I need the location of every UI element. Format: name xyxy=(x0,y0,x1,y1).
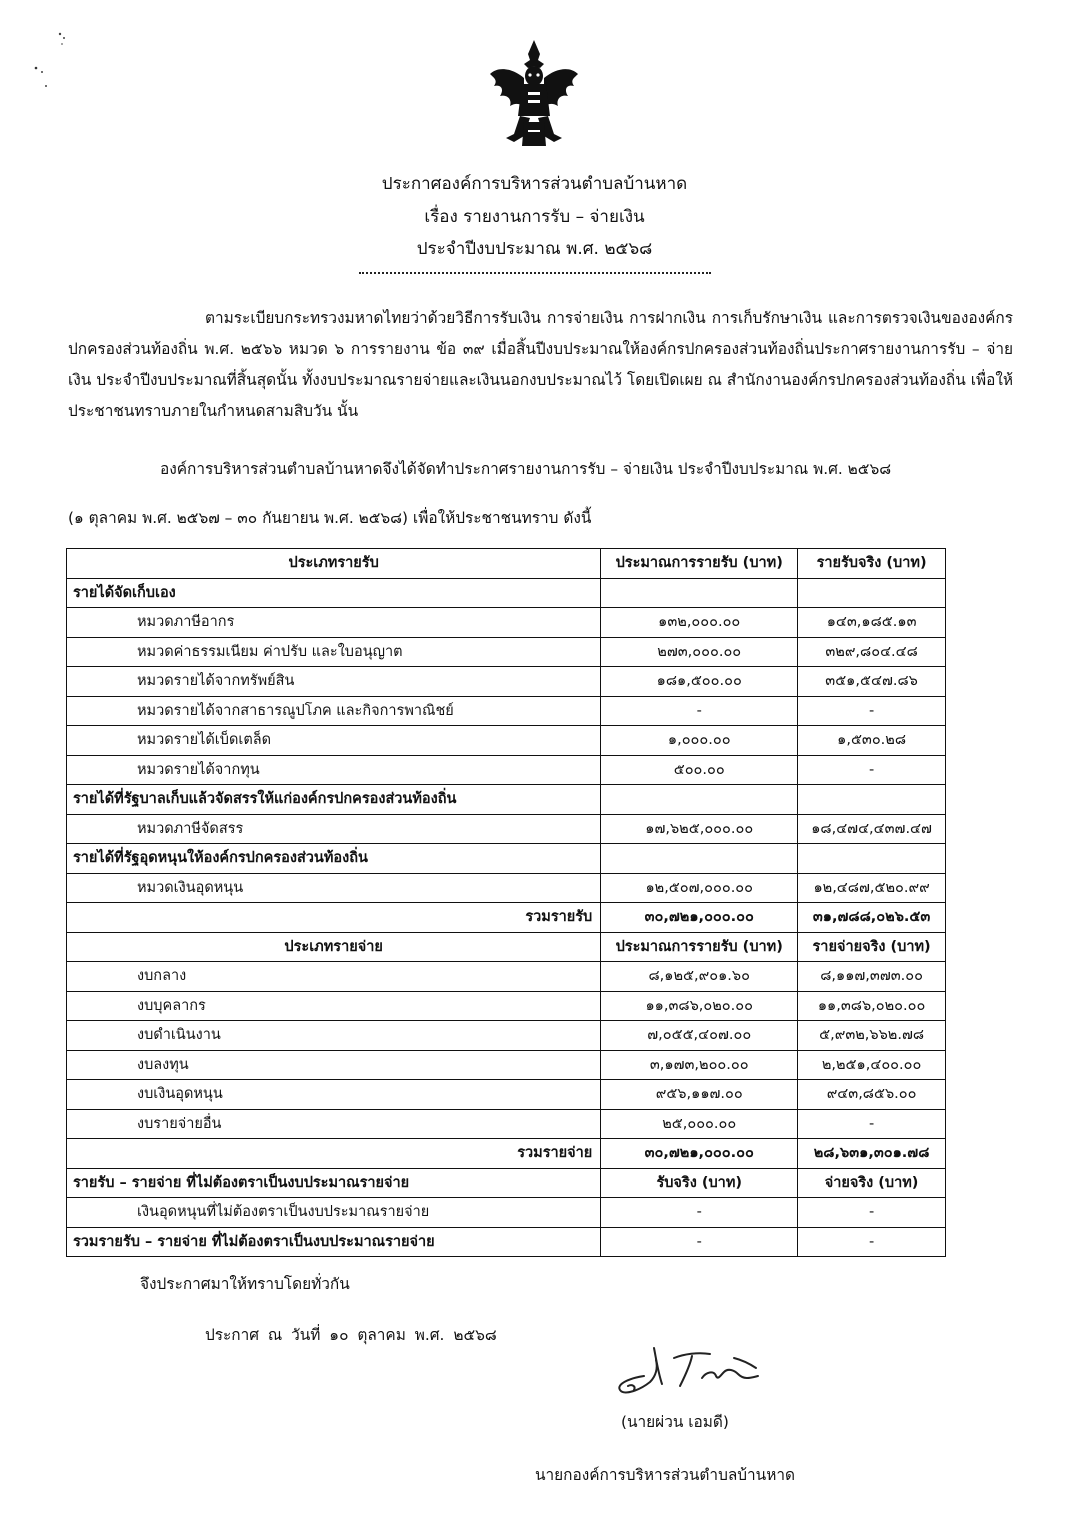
announcement-title: ประกาศองค์การบริหารส่วนตำบลบ้านหาด xyxy=(381,174,688,194)
expense-row xyxy=(67,962,946,992)
estimate-cell: ๑,๐๐๐.๐๐ xyxy=(601,726,798,756)
label-cell: งบดำเนินงาน xyxy=(67,1021,601,1051)
estimate-cell xyxy=(601,785,798,815)
scan-specks xyxy=(28,30,68,90)
expense-row xyxy=(67,991,946,1021)
label-cell: รายรับ – รายจ่าย ที่ไม่ต้องตราเป็นงบประมาณรายจ่าย xyxy=(67,1168,601,1198)
actual-cell: จ่ายจริง (บาท) xyxy=(798,1168,946,1198)
income-row xyxy=(67,873,946,903)
income-total-row xyxy=(67,903,946,933)
label-cell: งบลงทุน xyxy=(67,1050,601,1080)
label-cell: งบรายจ่ายอื่น xyxy=(67,1109,601,1139)
off-budget-row xyxy=(67,1198,946,1228)
label-cell: งบกลาง xyxy=(67,962,601,992)
actual-cell: ๕,๙๓๒,๖๖๒.๗๘ xyxy=(798,1021,946,1051)
fiscal-year: ประจำปีงบประมาณ พ.ศ. ๒๕๖๘ xyxy=(416,239,653,259)
budget-table xyxy=(66,548,946,1257)
label-cell: รวมรายจ่าย xyxy=(67,1139,601,1169)
estimate-cell: รับจริง (บาท) xyxy=(601,1168,798,1198)
closing-statement: จึงประกาศมาให้ทราบโดยทั่วกัน xyxy=(140,1275,350,1293)
expense-row xyxy=(67,1021,946,1051)
actual-cell: ๓๕๑,๕๔๗.๘๖ xyxy=(798,667,946,697)
estimate-cell: - xyxy=(601,696,798,726)
signer-position: นายกองค์การบริหารส่วนตำบลบ้านหาด xyxy=(535,1466,795,1484)
actual-cell: ๙๔๓,๘๕๖.๐๐ xyxy=(798,1080,946,1110)
signer-name: (นายผ่วน เอมดี) xyxy=(621,1413,729,1431)
estimate-cell: ๙๕๖,๑๑๗.๐๐ xyxy=(601,1080,798,1110)
regulation-paragraph: ตามระเบียบกระทรวงมหาดไทยว่าด้วยวิธีการรับเงิน การจ่ายเงิน การฝากเงิน การเก็บรักษาเงิน และการตรวจเงินขององค์กรปกครองส่วนท้องถิ่น พ.ศ. ๒๕๖๖ หมวด ๖ การรายงาน ข้อ ๓๙ เมื่อสิ้นปีงบประมาณให้องค์กรปกครองส่วนท้องถิ่นประกาศรายงานการรับ – จ่ายเงิน ประจำปีงบประมาณที่สิ้นสุดนั้น ทั้งงบประมาณรายจ่ายและเงินนอกงบประมาณไว้ โดยเปิดเผย ณ สำนักงานองค์กรปกครองส่วนท้องถิ่น เพื่อให้ประชาชนทราบภายในกำหนดสามสิบวัน นั้น xyxy=(68,309,1013,420)
off-budget-total-row xyxy=(67,1227,946,1257)
label-cell: รวมรายรับ – รายจ่าย ที่ไม่ต้องตราเป็นงบประมาณรายจ่าย xyxy=(67,1227,601,1257)
label-cell: หมวดค่าธรรมเนียม ค่าปรับ และใบอนุญาต xyxy=(67,637,601,667)
actual-cell xyxy=(798,578,946,608)
label-cell: หมวดรายได้จากทรัพย์สิน xyxy=(67,667,601,697)
label-cell: ประเภทรายจ่าย xyxy=(67,932,601,962)
income-row xyxy=(67,814,946,844)
income-category-row xyxy=(67,844,946,874)
report-period: (๑ ตุลาคม พ.ศ. ๒๕๖๗ – ๓๐ กันยายน พ.ศ. ๒๕๖๘) เพื่อให้ประชาชนทราบ ดังนี้ xyxy=(68,509,592,527)
actual-cell: - xyxy=(798,1198,946,1228)
estimate-cell: ๓,๑๗๓,๒๐๐.๐๐ xyxy=(601,1050,798,1080)
off-budget-header-row xyxy=(67,1168,946,1198)
income-row xyxy=(67,755,946,785)
estimate-cell: ๓๐,๗๒๑,๐๐๐.๐๐ xyxy=(601,903,798,933)
income-row xyxy=(67,667,946,697)
estimate-cell: ๑๓๒,๐๐๐.๐๐ xyxy=(601,608,798,638)
estimate-cell: ๕๐๐.๐๐ xyxy=(601,755,798,785)
actual-cell: - xyxy=(798,696,946,726)
income-row xyxy=(67,608,946,638)
label-cell: รายได้จัดเก็บเอง xyxy=(67,578,601,608)
label-cell: หมวดรายได้จากทุน xyxy=(67,755,601,785)
label-cell: งบเงินอุดหนุน xyxy=(67,1080,601,1110)
actual-cell: ๑๘,๔๗๔,๔๓๗.๔๗ xyxy=(798,814,946,844)
handwritten-signature-icon xyxy=(610,1338,775,1400)
actual-cell: ๓๒๙,๘๐๔.๔๘ xyxy=(798,637,946,667)
estimate-cell xyxy=(601,578,798,608)
income-row xyxy=(67,696,946,726)
actual-cell: ๑,๕๓๐.๒๘ xyxy=(798,726,946,756)
garuda-emblem-icon xyxy=(484,38,584,150)
estimate-cell: - xyxy=(601,1227,798,1257)
estimate-cell: ๗,๐๕๕,๔๐๗.๐๐ xyxy=(601,1021,798,1051)
actual-cell: ๑๑,๓๘๖,๐๒๐.๐๐ xyxy=(798,991,946,1021)
label-cell: หมวดรายได้เบ็ดเตล็ด xyxy=(67,726,601,756)
actual-cell: ๒๘,๖๓๑,๓๐๑.๗๘ xyxy=(798,1139,946,1169)
report-paragraph: องค์การบริหารส่วนตำบลบ้านหาดจึงได้จัดทำประกาศรายงานการรับ – จ่ายเงิน ประจำปีงบประมาณ พ.ศ. ๒๕๖๘ xyxy=(160,460,892,478)
income-category-row xyxy=(67,785,946,815)
estimate-cell: ๘,๑๒๕,๙๐๑.๖๐ xyxy=(601,962,798,992)
label-cell: รวมรายรับ xyxy=(67,903,601,933)
actual-cell: - xyxy=(798,1109,946,1139)
expense-header-row xyxy=(67,932,946,962)
label-cell: รายได้ที่รัฐบาลเก็บแล้วจัดสรรให้แก่องค์กรปกครองส่วนท้องถิ่น xyxy=(67,785,601,815)
label-cell: ประเภทรายรับ xyxy=(67,549,601,579)
label-cell: หมวดเงินอุดหนุน xyxy=(67,873,601,903)
estimate-cell: ๑๘๑,๕๐๐.๐๐ xyxy=(601,667,798,697)
label-cell: งบบุคลากร xyxy=(67,991,601,1021)
actual-cell xyxy=(798,785,946,815)
expense-row xyxy=(67,1050,946,1080)
label-cell: รายได้ที่รัฐอุดหนุนให้องค์กรปกครองส่วนท้องถิ่น xyxy=(67,844,601,874)
actual-cell: ๓๑,๗๘๘,๐๒๖.๕๓ xyxy=(798,903,946,933)
actual-cell: ๘,๑๑๗,๓๗๓.๐๐ xyxy=(798,962,946,992)
dotted-divider xyxy=(359,268,711,274)
estimate-cell: ๒๗๓,๐๐๐.๐๐ xyxy=(601,637,798,667)
expense-total-row xyxy=(67,1139,946,1169)
announcement-date: ประกาศ ณ วันที่ ๑๐ ตุลาคม พ.ศ. ๒๕๖๘ xyxy=(205,1326,497,1344)
actual-cell: - xyxy=(798,755,946,785)
estimate-cell: ๑๒,๕๐๗,๐๐๐.๐๐ xyxy=(601,873,798,903)
estimate-cell: ๑๗,๖๒๕,๐๐๐.๐๐ xyxy=(601,814,798,844)
income-row xyxy=(67,637,946,667)
actual-cell xyxy=(798,844,946,874)
label-cell: เงินอุดหนุนที่ไม่ต้องตราเป็นงบประมาณรายจ่าย xyxy=(67,1198,601,1228)
estimate-cell xyxy=(601,844,798,874)
estimate-cell: - xyxy=(601,1198,798,1228)
estimate-cell: ๒๕,๐๐๐.๐๐ xyxy=(601,1109,798,1139)
announcement-subject: เรื่อง รายงานการรับ – จ่ายเงิน xyxy=(424,207,645,227)
label-cell: หมวดภาษีอากร xyxy=(67,608,601,638)
actual-cell: ๑๔๓,๑๘๕.๑๓ xyxy=(798,608,946,638)
estimate-cell: ประมาณการรายรับ (บาท) xyxy=(601,549,798,579)
estimate-cell: ๑๑,๓๘๖,๐๒๐.๐๐ xyxy=(601,991,798,1021)
actual-cell: ๒,๒๕๑,๔๐๐.๐๐ xyxy=(798,1050,946,1080)
actual-cell: รายรับจริง (บาท) xyxy=(798,549,946,579)
actual-cell: ๑๒,๔๘๗,๕๒๐.๙๙ xyxy=(798,873,946,903)
income-header-row xyxy=(67,549,946,579)
estimate-cell: ประมาณการรายรับ (บาท) xyxy=(601,932,798,962)
estimate-cell: ๓๐,๗๒๑,๐๐๐.๐๐ xyxy=(601,1139,798,1169)
label-cell: หมวดภาษีจัดสรร xyxy=(67,814,601,844)
label-cell: หมวดรายได้จากสาธารณูปโภค และกิจการพาณิชย์ xyxy=(67,696,601,726)
income-row xyxy=(67,726,946,756)
income-category-row xyxy=(67,578,946,608)
actual-cell: - xyxy=(798,1227,946,1257)
actual-cell: รายจ่ายจริง (บาท) xyxy=(798,932,946,962)
expense-row xyxy=(67,1109,946,1139)
expense-row xyxy=(67,1080,946,1110)
